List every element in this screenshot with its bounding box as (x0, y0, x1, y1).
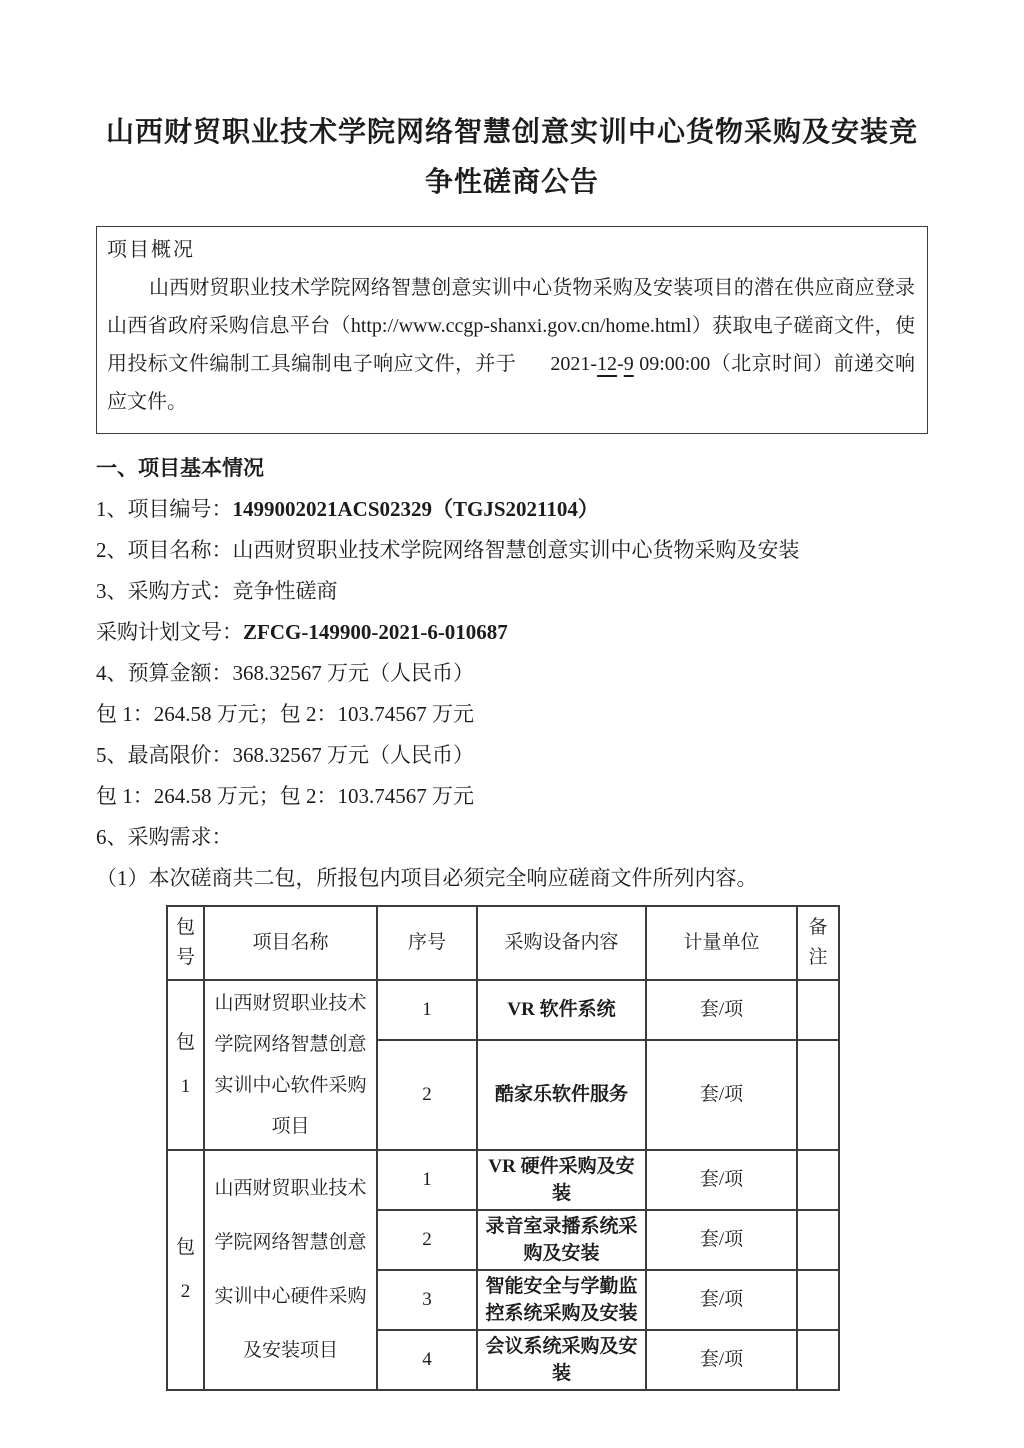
package1-name: 山西财贸职业技术学院网络智慧创意实训中心软件采购项目 (204, 980, 377, 1150)
procurement-method-label: 3、采购方式： (96, 579, 233, 603)
content-cell: VR 软件系统 (477, 980, 646, 1040)
note-cell (797, 1270, 839, 1330)
project-name-value: 山西财贸职业技术学院网络智慧创意实训中心货物采购及安装 (232, 538, 800, 562)
plan-number-label: 采购计划文号： (96, 620, 243, 644)
overview-label: 项目概况 (107, 239, 195, 261)
package2-name: 山西财贸职业技术学院网络智慧创意实训中心硬件采购及安装项目 (204, 1150, 377, 1390)
unit-cell: 套/项 (646, 1210, 797, 1270)
procurement-method-value: 竞争性磋商 (232, 579, 338, 603)
procurement-table (166, 905, 840, 1391)
seq-cell: 1 (377, 1150, 477, 1210)
project-number-label: 1、项目编号： (96, 497, 233, 521)
note-cell (797, 1330, 839, 1390)
note-cell (797, 980, 839, 1040)
content-cell: 酷家乐软件服务 (477, 1040, 646, 1150)
max-price-detail-line: 包 1：264.58 万元；包 2：103.74567 万元 (96, 784, 474, 808)
note-cell (797, 1210, 839, 1270)
seq-cell: 4 (377, 1330, 477, 1390)
content-cell: 会议系统采购及安装 (477, 1330, 646, 1390)
procurement-method-line (96, 571, 928, 612)
content-cell: VR 硬件采购及安装 (477, 1150, 646, 1210)
content-cell: 智能安全与学勤监控系统采购及安装 (477, 1270, 646, 1330)
deadline-day: 9 (623, 353, 634, 375)
max-price-label: 5、最高限价： (96, 743, 233, 767)
package1-no: 包1 (167, 980, 204, 1150)
budget-value: 368.32567 万元（人民币） (232, 661, 474, 685)
basic-info-section (96, 448, 928, 899)
seq-cell: 2 (377, 1210, 477, 1270)
deadline-dash: - (617, 353, 624, 375)
col-header-content: 采购设备内容 (477, 906, 646, 980)
col-header-seq: 序号 (377, 906, 477, 980)
table-row-pkg2-item1 (167, 1150, 839, 1210)
col-header-package-no: 包号 (167, 906, 204, 980)
budget-line (96, 653, 928, 694)
overview-paragraph (107, 269, 915, 421)
budget-label: 4、预算金额： (96, 661, 233, 685)
section-heading: 一、项目基本情况 (96, 456, 264, 480)
unit-cell: 套/项 (646, 1150, 797, 1210)
max-price-value: 368.32567 万元（人民币） (232, 743, 474, 767)
seq-cell: 1 (377, 980, 477, 1040)
project-name-line (96, 530, 928, 571)
project-overview-box (96, 226, 928, 434)
max-price-line (96, 735, 928, 776)
table-header-row (167, 906, 839, 980)
plan-number-line (96, 612, 928, 653)
budget-detail-line: 包 1：264.58 万元；包 2：103.74567 万元 (96, 702, 474, 726)
requirement-note-line: （1）本次磋商共二包，所报包内项目必须完全响应磋商文件所列内容。 (96, 866, 758, 890)
unit-cell: 套/项 (646, 980, 797, 1040)
document-title: 山西财贸职业技术学院网络智慧创意实训中心货物采购及安装竞争性磋商公告 (105, 117, 918, 198)
table-row-pkg1-item1 (167, 980, 839, 1040)
note-cell (797, 1040, 839, 1150)
col-header-unit: 计量单位 (646, 906, 797, 980)
plan-number-value: ZFCG-149900-2021-6-010687 (243, 620, 508, 644)
deadline-time-text: 09:00:00（北京时间）前递交响应文件。 (107, 353, 915, 413)
unit-cell: 套/项 (646, 1330, 797, 1390)
overview-text: 山西财贸职业技术学院网络智慧创意实训中心货物采购及安装项目的潜在供应商应登录山西省政府采购信息平台（http://www.ccgp-shanxi.gov.cn/home.html）获取电子磋商文件，使用投标文件编制工具编制电子响应文件，并于 (107, 277, 915, 375)
content-cell: 录音室录播系统采购及安装 (477, 1210, 646, 1270)
col-header-note: 备注 (797, 906, 839, 980)
seq-cell: 2 (377, 1040, 477, 1150)
col-header-project-name: 项目名称 (204, 906, 377, 980)
deadline-year: 2021- (550, 353, 598, 375)
package2-no: 包2 (167, 1150, 204, 1390)
unit-cell: 套/项 (646, 1040, 797, 1150)
project-number-value: 1499002021ACS02329（TGJS2021104） (232, 497, 599, 521)
project-name-label: 2、项目名称： (96, 538, 233, 562)
seq-cell: 3 (377, 1270, 477, 1330)
requirement-line: 6、采购需求： (96, 825, 233, 849)
project-number-line (96, 489, 928, 530)
deadline-month: 12 (597, 353, 618, 375)
note-cell (797, 1150, 839, 1210)
unit-cell: 套/项 (646, 1270, 797, 1330)
